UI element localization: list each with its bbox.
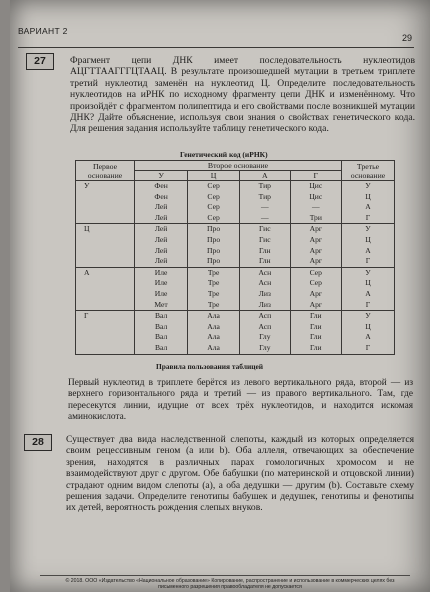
second-base-header: Второе основание: [135, 161, 342, 171]
amino-acid: Вал: [154, 342, 168, 352]
third-base-label: А: [365, 202, 371, 212]
amino-acid: Лей: [154, 202, 168, 212]
amino-acid: Фен: [154, 191, 168, 201]
third-base-cell: [342, 224, 395, 267]
amino-acid: Сер: [207, 212, 220, 222]
amino-acid: Глу: [259, 342, 271, 352]
amino-acid: Мет: [154, 299, 168, 309]
page: [10, 0, 430, 592]
third-base-label: У: [365, 267, 371, 277]
amino-acid-cell: [135, 181, 188, 224]
third-base-label: Ц: [365, 191, 371, 201]
amino-acid: Иле: [154, 267, 168, 277]
amino-acid: Иле: [154, 288, 168, 298]
amino-acid: Тре: [207, 288, 220, 298]
amino-acid: —: [261, 212, 269, 222]
table-row: [76, 311, 395, 354]
amino-acid-cell: [135, 267, 188, 310]
third-base-cell: [342, 311, 395, 354]
amino-acid: Арг: [309, 245, 322, 255]
third-base-label: А: [365, 332, 371, 342]
amino-acid: Сер: [309, 278, 322, 288]
amino-acid: Три: [309, 212, 322, 222]
amino-acid: Гли: [309, 332, 322, 342]
amino-acid: Гли: [309, 311, 322, 321]
first-base-label: А: [84, 267, 90, 277]
first-base-header: Первое основание: [76, 161, 135, 181]
amino-acid-cell: [240, 181, 291, 224]
amino-acid: Асн: [258, 278, 272, 288]
third-base-label: Ц: [365, 278, 371, 288]
amino-acid: Тре: [207, 299, 220, 309]
task-27-text: Фрагмент цепи ДНК имеет последовательность нуклеотидов АЦГТТААГГГЦТААЦ. В результате произошедшей мутации в третьем триплете третий нуклеотид заменён на нуклеотид Ц. Определите последовательность нуклеотидов на иРНК по исходному фрагменту цепи ДНК и изменённому. Что произойдёт с фрагментом полипептида и его свойствами после возникшей мутации ДНК? Дайте объяснение, используя свои знания о свойствах генетического кода. Для решения задания используйте таблицу генетического кода.: [70, 55, 415, 135]
amino-acid: Цис: [309, 181, 323, 190]
third-base-label: Г: [365, 342, 371, 352]
amino-acid: Вал: [154, 321, 168, 331]
amino-acid: Асп: [258, 321, 272, 331]
amino-acid-cell: [135, 311, 188, 354]
amino-acid: Ала: [207, 342, 220, 352]
page-number: 29: [401, 33, 412, 43]
amino-acid: Ала: [207, 332, 220, 342]
amino-acid-cell: [240, 224, 291, 267]
amino-acid: Тир: [258, 191, 271, 201]
amino-acid-cell: [188, 267, 240, 310]
third-base-label: У: [365, 224, 371, 234]
footer-divider: [40, 575, 410, 576]
amino-acid-cell: [240, 311, 291, 354]
amino-acid: Арг: [309, 256, 322, 266]
amino-acid: Лей: [154, 234, 168, 244]
task-number-27: 27: [26, 53, 54, 70]
amino-acid: Глн: [258, 256, 271, 266]
amino-acid-cell: [290, 224, 341, 267]
task-28-text: Существует два вида наследственной слепоты, каждый из которых определяется своим рецессивным геном (a или b). Оба аллеля, отвечающих за обеспечение зрения, находятся в различных парах гомологичных хромосом и не взаимодействуют друг с другом. Обе бабушки (по материнской и отцовской линии) страдают одним видом слепоты (a), а оба дедушки — другим (b). Составьте схему решения задачи. Определите генотипы бабушек и дедушек, генотипы и фенотипы их детей, вероятность рождения слепых внуков.: [66, 434, 414, 514]
rules-text: Первый нуклеотид в триплете берётся из левого вертикального ряда, второй — из верхнего горизонтального ряда и третий — из правого вертикального. Там, где пересекутся линии, идущие от всех трёх нуклеотидов, и находится искомая аминокислота.: [68, 378, 413, 423]
amino-acid: Арг: [309, 224, 322, 234]
amino-acid: Вал: [154, 332, 168, 342]
header-divider: [18, 47, 414, 48]
third-base-label: Г: [365, 299, 371, 309]
amino-acid: Сер: [207, 191, 220, 201]
amino-acid: Лиз: [258, 288, 271, 298]
amino-acid: —: [312, 202, 320, 212]
copyright-footer: © 2018. ООО «Издательство «Национальное образование» Копирование, распространение и использование в коммерческих целях без письменного разрешения правообладателя не допускается: [65, 578, 395, 590]
first-base-label: Г: [84, 311, 89, 321]
amino-acid-cell: [188, 311, 240, 354]
second-base-1: Ц: [188, 171, 240, 181]
third-base-label: А: [365, 288, 371, 298]
task-number-28: 28: [24, 434, 52, 451]
amino-acid: Ала: [207, 311, 220, 321]
amino-acid: —: [261, 202, 269, 212]
amino-acid-cell: [188, 224, 240, 267]
third-base-label: У: [365, 311, 371, 321]
third-base-label: Ц: [365, 321, 371, 331]
third-base-header: Третье основание: [342, 161, 395, 181]
amino-acid: Лей: [154, 224, 168, 234]
amino-acid: Фен: [154, 181, 168, 190]
amino-acid: Про: [207, 245, 221, 255]
amino-acid: Про: [207, 224, 221, 234]
first-base-cell: [76, 267, 135, 310]
first-base-cell: [76, 181, 135, 224]
amino-acid: Сер: [207, 181, 220, 190]
second-base-3: Г: [290, 171, 341, 181]
third-base-label: Ц: [365, 234, 371, 244]
third-base-label: Г: [365, 212, 371, 222]
second-base-2: А: [240, 171, 291, 181]
amino-acid: Тре: [207, 278, 220, 288]
second-base-0: У: [135, 171, 188, 181]
amino-acid: Сер: [309, 267, 322, 277]
amino-acid: Гли: [309, 342, 322, 352]
amino-acid: Про: [207, 256, 221, 266]
amino-acid: Тир: [258, 181, 271, 190]
third-base-label: А: [365, 245, 371, 255]
table-row: [76, 267, 395, 310]
third-base-label: Г: [365, 256, 371, 266]
amino-acid: Арг: [309, 234, 322, 244]
amino-acid: Гис: [259, 234, 271, 244]
amino-acid: Лей: [154, 256, 168, 266]
amino-acid: Лей: [154, 212, 168, 222]
amino-acid: Цис: [309, 191, 323, 201]
third-base-label: У: [365, 181, 371, 190]
amino-acid: Глн: [258, 245, 271, 255]
amino-acid: Асп: [258, 311, 272, 321]
variant-label: ВАРИАНТ 2: [18, 26, 68, 36]
amino-acid-cell: [290, 267, 341, 310]
third-base-cell: [342, 267, 395, 310]
genetic-code-table: [75, 160, 395, 355]
table-caption: Генетический код (иРНК): [180, 150, 268, 159]
amino-acid: Тре: [207, 267, 220, 277]
amino-acid-cell: [188, 181, 240, 224]
amino-acid-cell: [290, 311, 341, 354]
amino-acid: Арг: [309, 299, 322, 309]
third-base-cell: [342, 181, 395, 224]
first-base-label: У: [84, 181, 90, 190]
table-row: [76, 224, 395, 267]
rules-caption: Правила пользования таблицей: [156, 362, 264, 371]
amino-acid: Сер: [207, 202, 220, 212]
first-base-label: Ц: [84, 224, 90, 234]
amino-acid: Лей: [154, 245, 168, 255]
amino-acid-cell: [240, 267, 291, 310]
amino-acid: Вал: [154, 311, 168, 321]
first-base-cell: [76, 311, 135, 354]
amino-acid: Гли: [309, 321, 322, 331]
amino-acid-cell: [135, 224, 188, 267]
amino-acid: Асн: [258, 267, 272, 277]
amino-acid: Иле: [154, 278, 168, 288]
amino-acid: Лиз: [258, 299, 271, 309]
first-base-cell: [76, 224, 135, 267]
amino-acid: Глу: [259, 332, 271, 342]
amino-acid: Ала: [207, 321, 220, 331]
table-row: [76, 181, 395, 224]
amino-acid: Про: [207, 234, 221, 244]
amino-acid-cell: [290, 181, 341, 224]
amino-acid: Гис: [259, 224, 271, 234]
amino-acid: Арг: [309, 288, 322, 298]
